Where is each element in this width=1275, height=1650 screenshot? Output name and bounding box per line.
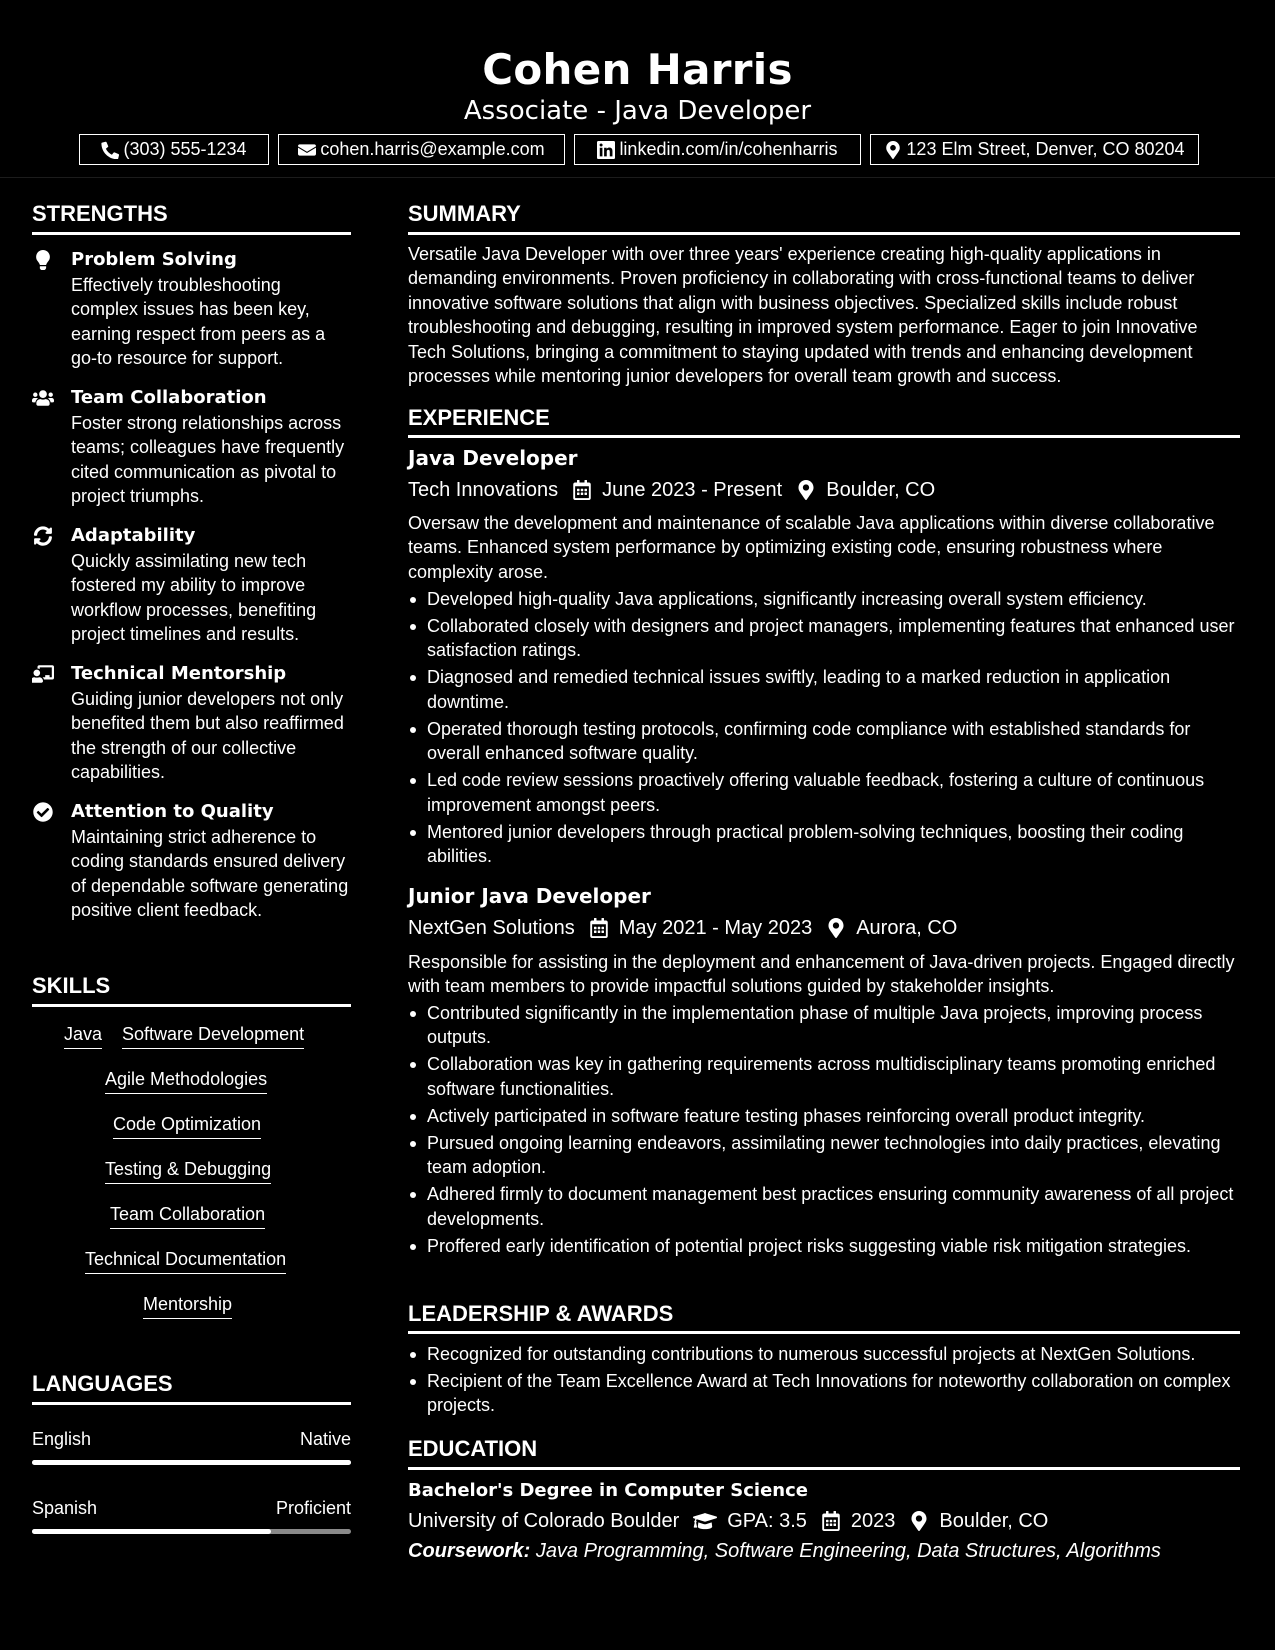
- skill-tag: Testing & Debugging: [105, 1157, 271, 1184]
- skill-tag: Code Optimization: [113, 1112, 261, 1139]
- skill-tag: Technical Documentation: [85, 1247, 286, 1274]
- position-title: Junior Java Developer: [408, 884, 651, 908]
- list-item: Actively participated in software feature testing phases reinforcing overall product integrity.: [408, 1104, 1240, 1128]
- language-name: English: [32, 1429, 92, 1449]
- position-dates: May 2021 - May 2023: [618, 917, 813, 939]
- list-item: Adhered firmly to document management best practices ensuring community awareness of all project developments.: [408, 1182, 1240, 1231]
- position-meta: [408, 476, 935, 504]
- experience-heading: EXPERIENCE: [408, 405, 550, 430]
- education-year: 2023: [850, 1510, 896, 1532]
- skill-tag: Software Development: [122, 1022, 304, 1049]
- position-title: Java Developer: [408, 446, 578, 470]
- check-circle-icon: [32, 802, 54, 822]
- contact-phone-text: (303) 555-1234: [123, 139, 247, 159]
- map-pin-icon: [796, 480, 816, 500]
- language-bar-fill: [32, 1460, 351, 1465]
- strength-title: Adaptability: [71, 525, 196, 546]
- education-rule: [408, 1467, 1240, 1470]
- list-item: Diagnosed and remedied technical issues swiftly, leading to a marked reduction in application downtime.: [408, 665, 1240, 714]
- position-meta: [408, 914, 957, 942]
- list-item: Developed high-quality Java applications, significantly increasing overall system efficiency.: [408, 587, 1240, 611]
- list-item: Led code review sessions proactively offering valuable feedback, fostering a culture of continuous improvement amongst peers.: [408, 768, 1240, 817]
- strength-item: [32, 386, 352, 516]
- coursework-label: Coursework:: [408, 1540, 531, 1562]
- list-item: Pursued ongoing learning endeavors, assimilating newer technologies into daily practices, elevating team adoption.: [408, 1131, 1240, 1180]
- list-item: Contributed significantly in the implementation phase of multiple Java projects, improving process outputs.: [408, 1001, 1240, 1050]
- map-pin-icon: [826, 918, 846, 938]
- users-icon: [32, 388, 54, 408]
- list-item: Collaboration was key in gathering requirements across multidisciplinary teams promoting enriched software functionalities.: [408, 1052, 1240, 1101]
- strength-item: [32, 662, 352, 792]
- sync-icon: [32, 526, 54, 546]
- list-item: Mentored junior developers through practical problem-solving techniques, boosting their coding abilities.: [408, 820, 1240, 869]
- calendar-icon: [572, 480, 592, 500]
- school-name: University of Colorado Boulder: [408, 1510, 680, 1532]
- languages-heading: LANGUAGES: [32, 1371, 173, 1396]
- strength-title: Attention to Quality: [71, 801, 274, 822]
- coursework-list: Java Programming, Software Engineering, Data Structures, Algorithms: [535, 1540, 1161, 1562]
- skills-rule: [32, 1004, 351, 1007]
- leadership-heading: LEADERSHIP & AWARDS: [408, 1301, 674, 1326]
- map-pin-icon: [909, 1511, 929, 1531]
- strength-description: Maintaining strict adherence to coding standards ensured delivery of dependable software generating positive client feedback.: [71, 827, 349, 921]
- education-location: Boulder, CO: [939, 1510, 1049, 1532]
- skill-tag: Team Collaboration: [110, 1202, 265, 1229]
- position-bullets: [408, 1001, 1240, 1261]
- list-item: Recipient of the Team Excellence Award at Tech Innovations for noteworthy collaboration on complex projects.: [408, 1369, 1240, 1418]
- chalkboard-teacher-icon: [32, 664, 54, 684]
- contact-phone[interactable]: [79, 134, 269, 165]
- position-description: Oversaw the development and maintenance of scalable Java applications within diverse collaborative teams. Enhanced system performance by optimizing existing code, ensuring robustness where complexity arose.: [408, 513, 1215, 582]
- list-item: Operated thorough testing protocols, confirming code compliance with established standards for overall enhanced software quality.: [408, 717, 1240, 766]
- languages-rule: [32, 1402, 351, 1405]
- job-title: Associate - Java Developer: [463, 96, 812, 126]
- strength-description: Effectively troubleshooting complex issues has been key, earning respect from peers as a go-to resource for support.: [71, 275, 326, 369]
- position-bullets: [408, 587, 1240, 871]
- skill-tag: Mentorship: [143, 1292, 232, 1319]
- lightbulb-icon: [32, 250, 54, 270]
- language-bar: [32, 1460, 351, 1465]
- language-name: Spanish: [32, 1498, 98, 1518]
- language-level: Native: [299, 1429, 351, 1449]
- language-level: Proficient: [275, 1498, 351, 1518]
- position-description: Responsible for assisting in the deployment and enhancement of Java-driven projects. Engaged directly with team members to provide impactful solutions guided by stakeholder insights.: [408, 952, 1235, 997]
- contact-bar: [79, 134, 1199, 165]
- list-item: Recognized for outstanding contributions to numerous successful projects at NextGen Solutions.: [408, 1342, 1240, 1366]
- strength-description: Foster strong relationships across teams; colleagues have frequently cited communication as pivotal to project triumphs.: [71, 413, 345, 507]
- skill-tag: Agile Methodologies: [105, 1067, 267, 1094]
- contact-linkedin[interactable]: [574, 134, 861, 165]
- contact-address-text: 123 Elm Street, Denver, CO 80204: [906, 139, 1185, 159]
- phone-icon: [101, 141, 119, 159]
- position-location: Aurora, CO: [856, 917, 958, 939]
- education-meta: [408, 1507, 1048, 1535]
- education-heading: EDUCATION: [408, 1436, 538, 1461]
- strength-description: Quickly assimilating new tech fostered my ability to improve workflow processes, benefiting project timelines and results.: [71, 551, 317, 645]
- calendar-icon: [821, 1511, 841, 1531]
- contact-email-text: cohen.harris@example.com: [320, 139, 545, 159]
- leadership-bullets: [408, 1342, 1240, 1420]
- strength-title: Technical Mentorship: [71, 663, 287, 684]
- company-name: Tech Innovations: [408, 479, 559, 501]
- list-item: Proffered early identification of potential project risks suggesting viable risk mitigation strategies.: [408, 1234, 1240, 1258]
- position-location: Boulder, CO: [826, 479, 936, 501]
- linkedin-icon: [597, 141, 615, 159]
- resume-header: [0, 0, 1275, 178]
- strength-description: Guiding junior developers not only benefited them but also reaffirmed the strength of our collective capabilities.: [71, 689, 344, 783]
- contact-address[interactable]: [870, 134, 1199, 165]
- strength-item: [32, 800, 352, 950]
- skill-tag: Java: [64, 1022, 102, 1049]
- list-item: Collaborated closely with designers and project managers, implementing features that enhanced user satisfaction ratings.: [408, 614, 1240, 663]
- map-pin-icon: [884, 141, 902, 159]
- summary-text: Versatile Java Developer with over three years' experience creating high-quality applications in demanding environments. Proven proficiency in collaborating with cross-functional teams to deliver innovative software solutions that align with business objectives. Specialized skills include robust troubleshooting and debugging, resulting in improved system performance. Eager to join Innovative Tech Solutions, bringing a commitment to staying updated with trends and enhancing development processes while mentoring junior developers for overall team growth and success.: [408, 244, 1198, 387]
- summary-heading: SUMMARY: [408, 201, 521, 226]
- candidate-name: Cohen Harris: [482, 45, 793, 94]
- strengths-rule: [32, 232, 351, 235]
- strength-item: [32, 248, 352, 378]
- contact-email[interactable]: [278, 134, 565, 165]
- graduation-cap-icon: [693, 1511, 717, 1531]
- strength-item: [32, 524, 352, 654]
- contact-linkedin-text: linkedin.com/in/cohenharris: [619, 139, 838, 159]
- language-bar-fill: [32, 1529, 271, 1534]
- skills-heading: SKILLS: [32, 973, 111, 998]
- experience-rule: [408, 435, 1240, 438]
- strength-title: Problem Solving: [71, 249, 237, 270]
- leadership-rule: [408, 1331, 1240, 1334]
- strengths-heading: STRENGTHS: [32, 201, 168, 226]
- position-dates: June 2023 - Present: [602, 479, 783, 501]
- coursework: [408, 1538, 1161, 1564]
- summary-rule: [408, 232, 1240, 235]
- strength-title: Team Collaboration: [71, 387, 267, 408]
- degree-title: Bachelor's Degree in Computer Science: [408, 1480, 808, 1501]
- education-gpa: GPA: 3.5: [727, 1510, 807, 1532]
- language-bar: [32, 1529, 351, 1534]
- company-name: NextGen Solutions: [408, 917, 575, 939]
- envelope-icon: [298, 141, 316, 159]
- calendar-icon: [589, 918, 609, 938]
